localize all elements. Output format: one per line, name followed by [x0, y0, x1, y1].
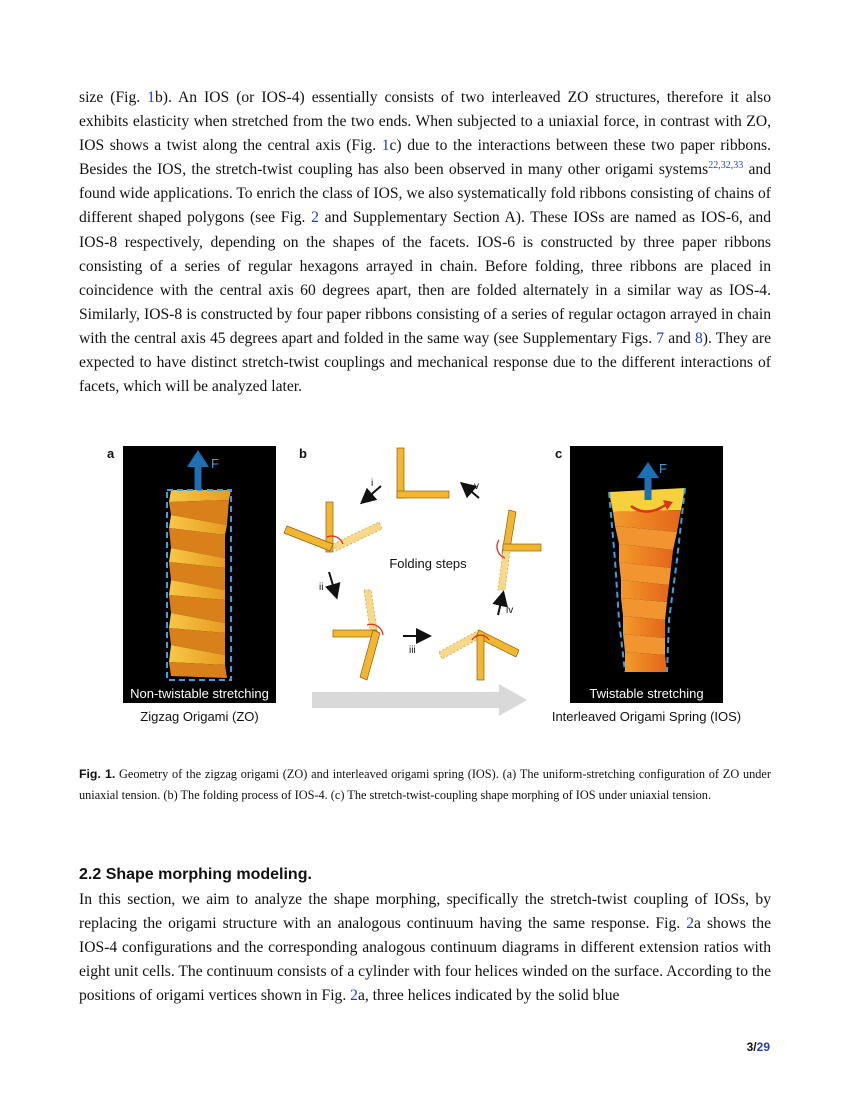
step-label-ii: ii: [319, 582, 324, 593]
caption-label: Fig. 1.: [79, 767, 116, 781]
figure-ref-link[interactable]: 2: [350, 987, 358, 1005]
step-arrow-iv: [498, 598, 502, 615]
step-arrow-i: [366, 486, 381, 499]
citation-link[interactable]: 22,32,33: [708, 160, 744, 172]
force-label-c: F: [659, 461, 667, 476]
current-page: 3: [746, 1040, 754, 1054]
figure-ref-link[interactable]: 2: [686, 915, 695, 933]
banner-c: Twistable stretching: [589, 686, 704, 701]
panel-c-photo: [570, 446, 723, 703]
panel-label-c: c: [555, 446, 563, 461]
banner-a: Non-twistable stretching: [130, 686, 269, 701]
supp-fig-ref-link[interactable]: 8: [694, 329, 703, 347]
text-run: In this section, we aim to analyze the shape morphing, specifically the stretch-twist coupling of IOSs, by replacing the origami structure with an analogous continuum having the same response. Fig.: [79, 891, 771, 933]
caption-text: Geometry of the zigzag origami (ZO) and interleaved origami spring (IOS). (a) The uniform-stretching configuration of ZO under uniaxial tension. (b) The folding process of IOS-4. (c) The stretch-twist-coupling shape morphing of IOS under uniaxial tension.: [79, 767, 771, 802]
fold-stage-top: [397, 448, 449, 498]
label-zo: Zigzag Origami (ZO): [140, 709, 259, 724]
text-run: ). They are expected to have distinct stretch-twist couplings and mechanical response due to the different interactions of facets, which will be analyzed later.: [79, 329, 771, 396]
step-arrow-ii: [329, 572, 335, 592]
section-heading: 2.2 Shape morphing modeling.: [79, 866, 312, 883]
fold-stage-bottom-right: [439, 630, 519, 680]
panel-b-folding-steps: [284, 448, 541, 680]
panel-a-photo: [123, 446, 276, 703]
page-number: [700, 1040, 770, 1054]
supp-fig-ref-link[interactable]: 7: [656, 329, 665, 347]
zigzag-origami-illustration: [169, 490, 231, 678]
folding-steps-label: Folding steps: [389, 556, 467, 571]
text-run: and: [664, 329, 695, 347]
text-run: a shows the IOS-4 configurations and the corresponding analogous continuum diagrams in different extension ratios with eight unit cells. The continuum consists of a cylinder with four helices winded on the surface. According to the positions of origami vertices shown in Fig.: [79, 915, 771, 1005]
figure-ref-link[interactable]: 1: [381, 137, 390, 155]
step-label-v: v: [474, 481, 479, 492]
text-run: c) due to the interactions between these two paper ribbons. Besides the IOS, the stretch-twist coupling has also been observed in many other origami systems: [79, 137, 771, 179]
text-run: size (Fig.: [79, 89, 148, 106]
force-label-a: F: [211, 456, 219, 471]
step-label-iii: iii: [409, 645, 416, 656]
text-run: b). An IOS (or IOS-4) essentially consists of two interleaved ZO structures, therefore it also exhibits elasticity when stretched from the two ends. When subjected to a uniaxial force, in contrast with ZO, IOS shows a twist along the central axis (Fig.: [79, 89, 771, 155]
figure-caption: [79, 764, 771, 805]
figure-1: [79, 440, 771, 730]
section-paragraph: [79, 888, 771, 1008]
label-ios: Interleaved Origami Spring (IOS): [551, 709, 742, 724]
text-run: and Supplementary Section A). These IOSs are named as IOS-6, and IOS-8 respectively, depending on the shapes of the facets. IOS-6 is constructed by three paper ribbons consisting of a series of regular hexagons arrayed in chain. Before folding, three ribbons are placed in coincidence with the central axis 60 degrees apart, then are folded alternately in a similar way as IOS-4. Similarly, IOS-8 is constructed by four paper ribbons consisting of a series of regular octagon arrayed in chain with the central axis 45 degrees apart and folded in the same way (see Supplementary Figs.: [79, 209, 771, 347]
step-label-i: i: [371, 478, 374, 489]
panel-label-a: a: [107, 446, 115, 461]
intro-paragraph: [79, 86, 771, 399]
transition-arrow: [312, 684, 527, 716]
page-separator: /: [753, 1040, 757, 1054]
fold-stage-bottom-left: [333, 590, 383, 680]
total-pages-link[interactable]: 29: [756, 1040, 770, 1054]
fold-stage-right: [497, 510, 541, 590]
panel-label-b: b: [299, 446, 307, 461]
figure-ref-link[interactable]: 1: [147, 89, 155, 106]
text-run: a, three helices indicated by the solid blue: [357, 987, 620, 1005]
step-label-iv: iv: [506, 605, 514, 616]
figure-ref-link[interactable]: 2: [311, 209, 319, 227]
figure-1-graphic: [79, 440, 771, 730]
text-run: and found wide applications. To enrich the class of IOS, we also systematically fold ribbons consisting of chains of different shaped polygons (see Fig.: [79, 161, 771, 227]
fold-stage-left: [284, 502, 382, 552]
